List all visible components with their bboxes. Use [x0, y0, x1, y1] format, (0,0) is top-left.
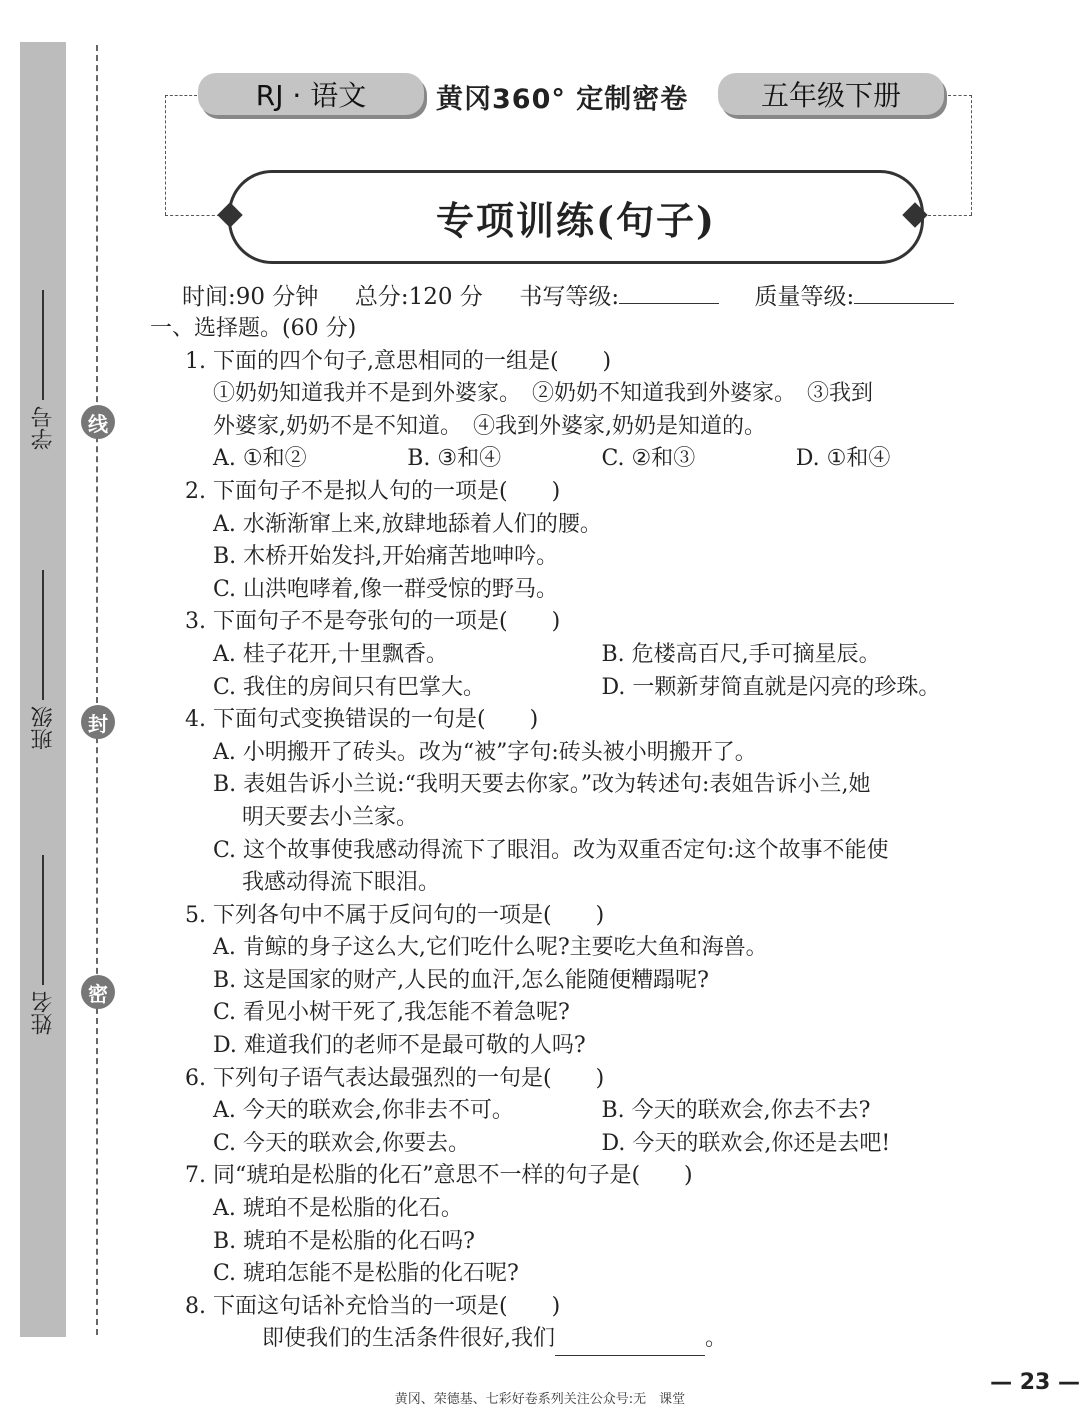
writing-blank: [619, 303, 719, 304]
option: B. ③和④: [407, 446, 502, 472]
option: B. 危楼高百尺,手可摘星辰。: [601, 641, 881, 667]
question-text: 外婆家,奶奶不是不知道。 ④我到外婆家,奶奶是知道的。: [213, 413, 766, 439]
field-line: [42, 290, 44, 400]
option: A. 小明搬开了砖头。改为“被”字句:砖头被小明搬开了。: [213, 739, 757, 765]
option: A. 水渐渐窜上来,放肆地舔着人们的腰。: [213, 511, 602, 537]
series-title: 黄冈360° 定制密卷: [436, 83, 689, 115]
option: D. 今天的联欢会,你还是去吧!: [601, 1130, 891, 1156]
option-row: [150, 1095, 990, 1128]
question-stem: 1. 下面的四个句子,意思相同的一组是( ): [185, 348, 612, 374]
option: A. ①和②: [213, 446, 307, 472]
option: B. 这是国家的财产,人民的血汗,怎么能随便糟蹋呢?: [213, 967, 709, 993]
header-dash: [165, 95, 166, 215]
option: D. 难道我们的老师不是最可敬的人吗?: [213, 1033, 586, 1059]
field-label-name: 姓名: [30, 991, 56, 1035]
header-dash: [165, 95, 197, 96]
header-dash: [165, 215, 220, 216]
option: B. 今天的联欢会,你去不去?: [601, 1098, 871, 1124]
cut-line: [96, 45, 98, 1335]
sentence-end: 。: [705, 1326, 728, 1352]
meta-quality: 质量等级:: [754, 284, 855, 310]
option: A. 今天的联欢会,你非去不可。: [213, 1098, 514, 1124]
exam-meta: [182, 278, 954, 311]
option: D. 一颗新芽简直就是闪亮的珍珠。: [601, 674, 941, 700]
answer-blank: [555, 1333, 705, 1356]
quality-blank: [854, 303, 954, 304]
option: A. 琥珀不是松脂的化石。: [213, 1196, 463, 1222]
option: B. 木桥开始发抖,开始痛苦地呻吟。: [213, 544, 559, 570]
question-list: [150, 313, 990, 1356]
footer-note: 黄冈、荣德基、七彩好卷系列关注公众号:无 课堂: [394, 1392, 686, 1407]
option: C. 看见小树干死了,我怎能不着急呢?: [213, 1000, 570, 1026]
meta-time: 时间:90 分钟: [182, 284, 319, 310]
sentence-text: 即使我们的生活条件很好,我们: [262, 1326, 555, 1352]
seal-xian: 线: [81, 405, 115, 439]
option-row: [150, 672, 990, 705]
option: D. ①和④: [795, 446, 891, 472]
question-stem: 5. 下列各句中不属于反问句的一项是( ): [185, 902, 605, 928]
section-heading: 一、选择题。(60 分): [150, 316, 357, 341]
field-line: [42, 570, 44, 700]
option-row: [150, 1128, 990, 1161]
option-row: [150, 443, 990, 476]
header-dash: [928, 215, 972, 216]
page-title: 专项训练(句子): [436, 197, 716, 243]
option: A. 桂子花开,十里飘香。: [213, 641, 448, 667]
field-label-student-id: 学号: [30, 406, 56, 450]
option: C. ②和③: [601, 446, 696, 472]
question-stem: 2. 下面句子不是拟人句的一项是( ): [185, 478, 561, 504]
option: C. 我住的房间只有巴掌大。: [213, 674, 486, 700]
option: C. 山洪咆哮着,像一群受惊的野马。: [213, 576, 559, 602]
field-class: [20, 570, 66, 750]
grade-pill: 五年级下册: [718, 73, 944, 115]
field-line: [42, 855, 44, 985]
question-stem: 6. 下列句子语气表达最强烈的一句是( ): [185, 1065, 605, 1091]
title-banner: [228, 170, 924, 264]
meta-writing: 书写等级:: [519, 284, 620, 310]
option: C. 这个故事使我感动得流下了眼泪。改为双重否定句:这个故事不能使: [213, 837, 889, 863]
field-name: [20, 855, 66, 1035]
field-label-class: 班级: [30, 706, 56, 750]
header-dash: [971, 95, 972, 215]
fill-sentence: [150, 1323, 990, 1356]
option-continued: 我感动得流下眼泪。: [242, 870, 441, 896]
subject-pill: RJ · 语文: [198, 73, 424, 115]
question-stem: 7. 同“琥珀是松脂的化石”意思不一样的句子是( ): [185, 1163, 693, 1189]
question-stem: 8. 下面这句话补充恰当的一项是( ): [185, 1293, 561, 1319]
question-text: ①奶奶知道我并不是到外婆家。 ②奶奶不知道我到外婆家。 ③我到: [213, 381, 874, 407]
option-row: [150, 639, 990, 672]
seal-feng: 封: [81, 705, 115, 739]
question-stem: 4. 下面句式变换错误的一句是( ): [185, 707, 539, 733]
option: C. 琥珀怎能不是松脂的化石呢?: [213, 1261, 519, 1287]
meta-total: 总分:120 分: [354, 284, 483, 310]
option-continued: 明天要去小兰家。: [242, 804, 419, 830]
field-student-id: [20, 290, 66, 450]
option: C. 今天的联欢会,你要去。: [213, 1130, 471, 1156]
question-stem: 3. 下面句子不是夸张句的一项是( ): [185, 609, 561, 635]
option: B. 琥珀不是松脂的化石吗?: [213, 1228, 475, 1254]
page-number: — 23 —: [990, 1370, 1080, 1395]
seal-mi: 密: [81, 975, 115, 1009]
option: B. 表姐告诉小兰说:“我明天要去你家。”改为转述句:表姐告诉小兰,她: [213, 772, 871, 798]
option: A. 肯鲸的身子这么大,它们吃什么呢?主要吃大鱼和海兽。: [213, 935, 768, 961]
header-dash: [948, 95, 972, 96]
